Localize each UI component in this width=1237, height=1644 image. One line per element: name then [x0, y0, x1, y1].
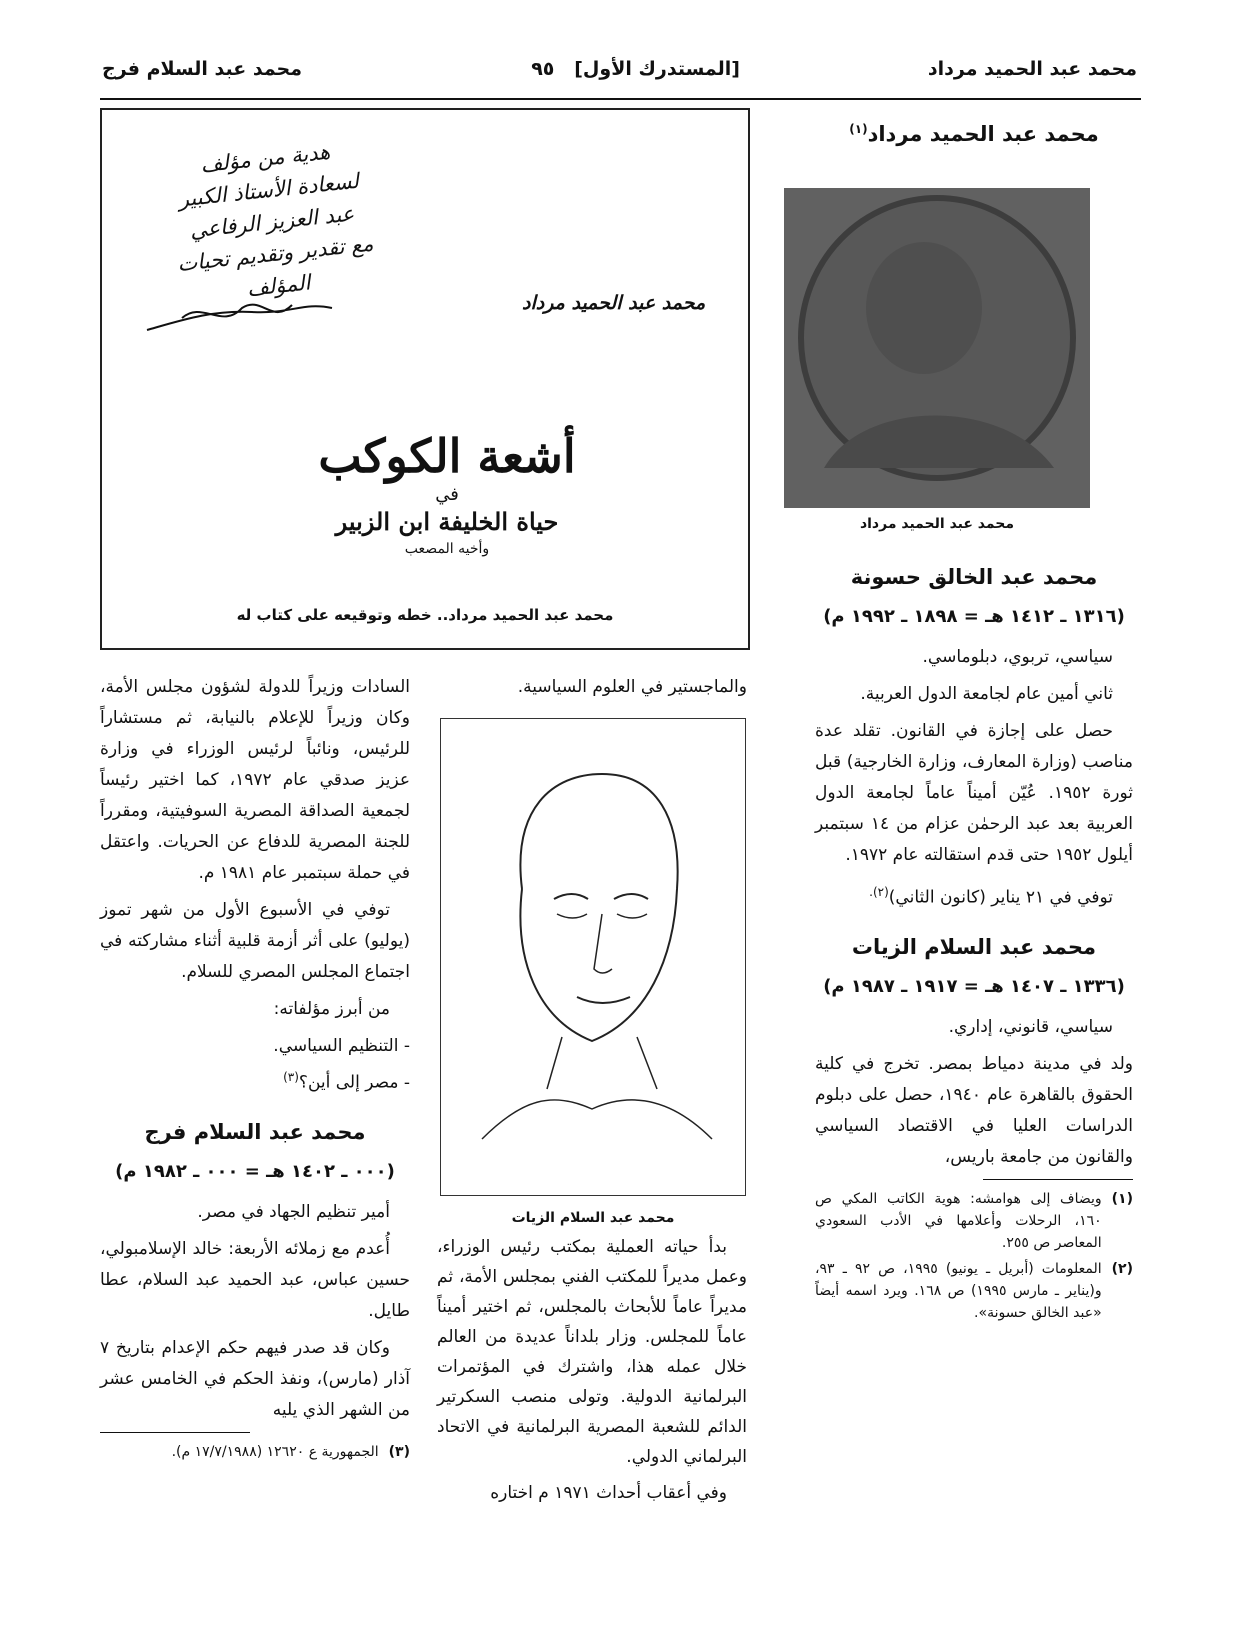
entry-roles: سياسي، قانوني، إداري.: [948, 1016, 1113, 1037]
works-intro: من أبرز مؤلفاته:: [273, 999, 390, 1019]
death-text: توفي في ٢١ يناير (كانون الثاني): [888, 887, 1113, 908]
footnote: [100, 1441, 410, 1463]
running-header-center: [531, 58, 740, 80]
running-header-left: محمد عبد السلام فرج: [102, 58, 303, 80]
book-subtitle-small: وأخيه المصعب: [404, 541, 490, 557]
footnote-number: (٣): [388, 1443, 410, 1460]
work-item: - التنظيم السياسي.: [100, 1031, 410, 1062]
book-subtitle: حياة الخليفة ابن الزبير: [335, 507, 559, 536]
footnote-ref: (١): [849, 122, 868, 136]
footnotes-right: [815, 1188, 1133, 1324]
entry-paragraph: السادات وزيراً للدولة لشؤون مجلس الأمة، وكان وزيراً للإعلام بالنيابة، ثم مستشاراً للرئيس، ونائباً لرئيس الوزراء في وزارة عزيز صدقي عام ١٩٧٢، كما اختير رئيساً لجمعية الصداقة المصرية السوفيتية، ومقرراً للجنة المصرية للدفاع عن الحريات. واعتقل في حملة سبتمبر عام ١٩٨١ م.: [100, 677, 410, 883]
book-cover-title-block: [292, 428, 602, 560]
entry-paragraph: أمير تنظيم الجهاد في مصر.: [197, 1201, 390, 1222]
middle-column-top: [437, 672, 747, 709]
entry-paragraph: ثاني أمين عام لجامعة الدول العربية.: [860, 684, 1113, 704]
entry-paragraph: [815, 877, 1133, 914]
footnote-ref: (٣): [283, 1070, 299, 1084]
entry-paragraph: توفي في الأسبوع الأول من شهر تموز (يوليو) على أثر أزمة قلبية أثناء مشاركته في اجتماع المجلس المصري للسلام.: [100, 900, 410, 982]
entry-title: محمد عبد السلام الزيات: [851, 934, 1097, 959]
footnote-text: ويضاف إلى هوامشه: هوية الكاتب المكي ص ١٦٠، الرحلات وأعلامها في الأدب السعودي المعاصر ص ٢٥٥.: [815, 1190, 1102, 1251]
header-rule: [100, 98, 1141, 100]
work-item: [100, 1062, 410, 1099]
entry-paragraph: وكان قد صدر فيهم حكم الإعدام بتاريخ ٧ آذار (مارس)، ونفذ الحكم في الخامس عشر من الشهر الذي يليه: [100, 1337, 410, 1420]
dedication-line: لسعادة الأستاذ الكبير: [177, 168, 360, 212]
sketch-caption: محمد عبد السلام الزيات: [511, 1210, 675, 1226]
footnote-rule: [100, 1432, 250, 1433]
footnotes-left: [100, 1441, 410, 1463]
book-title: أشعة الكوكب: [318, 429, 576, 483]
entry-paragraph: أُعدم مع زملائه الأربعة: خالد الإسلامبولي، حسين عباس، عبد الحميد عبد السلام، عطا طايل.: [100, 1238, 410, 1321]
page-number: ٩٥: [531, 58, 555, 80]
entry-paragraph: وفي أعقاب أحداث ١٩٧١ م اختاره: [490, 1483, 727, 1503]
entry-dates: (٠٠٠ ـ ١٤٠٢ هـ = ٠٠٠ ـ ١٩٨٢ م): [115, 1160, 395, 1182]
footnote-rule: [983, 1179, 1133, 1180]
dedication-line: مع تقدير وتقديم تحيات: [176, 231, 375, 277]
book-signature-figure: [100, 108, 750, 650]
entry-dates: (١٣١٦ ـ ١٤١٢ هـ = ١٨٩٨ ـ ١٩٩٢ م): [823, 606, 1125, 627]
handwritten-dedication: [134, 129, 409, 315]
entry-title-text: محمد عبد الحميد مرداد: [867, 122, 1099, 146]
portrait-caption: محمد عبد الحميد مرداد: [859, 516, 1015, 532]
volume-label: [المستدرك الأول]: [574, 58, 740, 80]
entry-roles: سياسي، تربوي، دبلوماسي.: [922, 647, 1113, 667]
portrait-photo-placeholder: [784, 188, 1090, 508]
author-calligraphy: محمد عبد الحميد مرداد: [522, 292, 706, 314]
book-subtitle-in: في: [435, 484, 459, 505]
works-list: [100, 1031, 410, 1099]
sketch-portrait: [440, 718, 746, 1196]
entry-paragraph: والماجستير في العلوم السياسية.: [517, 677, 747, 697]
footnote-text: المعلومات (أبريل ـ يونيو) ١٩٩٥، ص ٩٢ ـ ٩٣، و(يناير ـ مارس ١٩٩٥) ص ١٦٨. ويرد اسمه أيضاً «عبد الخالق حسونة».: [815, 1260, 1102, 1321]
dedication-line: المؤلف: [245, 270, 312, 301]
footnote-ref: (٢).: [869, 885, 889, 899]
dedication-line: هدية من مؤلف: [199, 139, 332, 178]
entry-paragraph: ولد في مدينة دمياط بمصر. تخرج في كلية الحقوق بالقاهرة عام ١٩٤٠، حصل على دبلوم الدراسات العليا في الاقتصاد السياسي والقانون من جامعة باريس،: [815, 1053, 1133, 1167]
portrait-photo: [784, 188, 1090, 508]
signature-scribble: [142, 290, 342, 340]
running-header-right: محمد عبد الحميد مرداد: [927, 58, 1137, 80]
entry-paragraph: حصل على إجازة في القانون. تقلد عدة مناصب (وزارة المعارف، وزارة الخارجية) قبل ثورة ١٩٥٢. عُيّن أميناً عاماً لجامعة الدول العربية بعد عبد الرحمٰن عزام من ١٤ سبتمبر أيلول ١٩٥٢ حتى قدم استقالته عام ١٩٧٢.: [815, 721, 1133, 865]
footnote: [815, 1188, 1133, 1254]
entry-title: محمد عبد الخالق حسونة: [850, 565, 1098, 589]
book-figure-caption: محمد عبد الحميد مرداد.. خطه وتوقيعه على كتاب له: [236, 606, 614, 624]
footnote-text: الجمهورية ع ١٢٦٢٠ (١٧/٧/١٩٨٨ م).: [171, 1443, 379, 1460]
right-column: [815, 114, 1133, 158]
sketch-drawing: [442, 719, 745, 1149]
footnote-number: (٢): [1111, 1260, 1133, 1277]
right-column-entries: [815, 562, 1133, 1328]
entry-title: محمد عبد السلام فرج: [144, 1119, 366, 1144]
left-column: [100, 672, 410, 1467]
work-title: مصر إلى أين؟: [298, 1072, 399, 1093]
footnote-number: (١): [1111, 1190, 1133, 1207]
footnote: [815, 1258, 1133, 1324]
entry-paragraph: بدأ حياته العملية بمكتب رئيس الوزراء، وعمل مديراً للمكتب الفني بمجلس الأمة، ثم مديراً عاماً للأبحاث بالمجلس، ثم اختير أميناً عاماً للمجلس. وزار بلداناً عديدة من العالم خلال عمله هذا، واشترك في المؤتمرات البرلمانية الدولية. وتولى منصب السكرتير الدائم للشعبة المصرية البرلمانية في الاتحاد البرلماني الدولي.: [437, 1237, 747, 1467]
entry-dates: (١٣٣٦ ـ ١٤٠٧ هـ = ١٩١٧ ـ ١٩٨٧ م): [823, 975, 1125, 997]
middle-column-bottom: [437, 1232, 747, 1514]
entry-title: [815, 114, 1133, 150]
dedication-line: عبد العزيز الرفاعي: [188, 201, 356, 243]
